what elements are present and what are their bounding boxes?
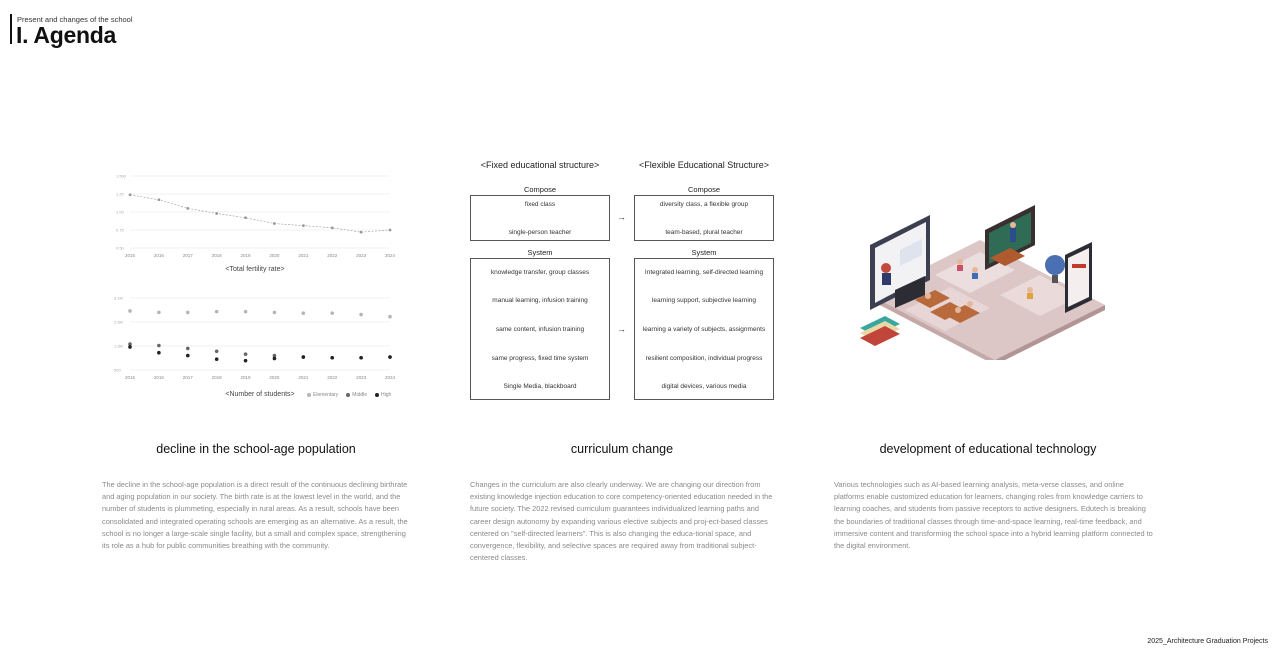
system-arrow: → xyxy=(617,324,626,334)
fixed-compose-label: Compose xyxy=(523,185,557,194)
students-point xyxy=(244,310,248,314)
footer-label: 2025_Architecture Graduation Projects xyxy=(1147,638,1268,645)
flexible-structure-title: <Flexible Educational Structure> xyxy=(638,160,770,170)
students-point xyxy=(302,311,306,315)
flexible-system-item: resilient composition, individual progress xyxy=(645,355,763,362)
x-tick-label: 2019 xyxy=(240,375,251,380)
column-text-population: The decline in the school-age population is a direct result of the continuous declining birthrate and aging population in our society. The birth rate is at the lowest level in the world, and the number of students is plummeting, especially in rural areas. As a result, schools have been consolidated and integrated operating schools are emerging as an alternative. As a result, the school is no longer a large-scale single facility, but a small and complex space, strengthening its role as a hub for public communities breathing with the community. xyxy=(102,480,408,551)
legend-item-high: High xyxy=(375,392,391,398)
flexible-compose-item: team-based, plural teacher xyxy=(665,229,743,236)
students-point xyxy=(330,356,334,360)
legend-item-middle: Middle xyxy=(346,392,367,398)
data-point xyxy=(331,226,334,229)
students-point xyxy=(244,359,248,363)
globe xyxy=(1045,255,1065,275)
y-tick-label: 500 xyxy=(114,367,121,373)
students-point xyxy=(186,354,190,358)
x-tick-label: 2018 xyxy=(211,375,222,380)
data-point xyxy=(186,207,189,210)
fixed-compose-item: fixed class xyxy=(524,201,556,208)
x-tick-label: 2020 xyxy=(269,253,280,258)
flexible-system-label: System xyxy=(691,248,717,257)
students-point xyxy=(273,357,277,361)
fixed-system-box xyxy=(470,258,610,400)
students-point xyxy=(359,356,363,360)
flexible-system-box xyxy=(634,258,774,400)
x-tick-label: 2021 xyxy=(298,375,309,380)
data-point xyxy=(157,198,160,201)
students-point xyxy=(186,347,190,351)
x-tick-label: 2016 xyxy=(153,375,164,380)
fixed-system-item: Single Media, blackboard xyxy=(503,383,577,390)
fixed-system-item: same progress, fixed time system xyxy=(491,355,589,362)
data-point xyxy=(360,231,363,234)
x-tick-label: 2021 xyxy=(298,253,309,258)
students-point xyxy=(330,311,334,315)
students-point xyxy=(128,309,132,313)
x-tick-label: 2018 xyxy=(211,253,222,258)
fixed-structure-title: <Fixed educational structure> xyxy=(480,160,600,170)
y-tick-label: 0.50 xyxy=(116,245,124,251)
legend-item-elementary: Elementary xyxy=(307,392,338,398)
flexible-compose-label: Compose xyxy=(687,185,721,194)
x-tick-label: 2022 xyxy=(327,253,338,258)
isometric-smart-classroom-illustration xyxy=(850,200,1110,360)
students-point xyxy=(359,313,363,317)
students-chart-caption: <Number of students> xyxy=(225,391,295,398)
data-point xyxy=(129,193,132,196)
data-point xyxy=(273,222,276,225)
data-point xyxy=(389,229,392,232)
column-title-population: decline in the school-age population xyxy=(156,442,356,456)
students-point xyxy=(157,344,161,348)
fertility-chart-caption: <Total fertility rate> xyxy=(225,266,285,273)
compose-arrow: → xyxy=(617,212,626,222)
students-point xyxy=(244,352,248,356)
students-point xyxy=(215,349,219,353)
fertility-rate-chart xyxy=(110,170,400,260)
fertility-series-line xyxy=(130,195,390,232)
y-tick-label: 1.25 xyxy=(116,191,124,197)
y-tick-label: 3.1M xyxy=(114,295,123,301)
flexible-system-item: learning support, subjective learning xyxy=(651,297,757,304)
fixed-compose-box xyxy=(470,195,610,241)
x-tick-label: 2017 xyxy=(182,253,193,258)
students-chart xyxy=(110,292,400,382)
y-tick-label: 1.00 xyxy=(116,209,124,215)
page-title: I. Agenda xyxy=(16,22,116,48)
students-point xyxy=(302,355,306,359)
header-accent-bar xyxy=(10,14,12,44)
fixed-system-label: System xyxy=(527,248,553,257)
y-tick-label: 1.500 xyxy=(116,173,127,179)
flexible-system-item: learning a variety of subjects, assignments xyxy=(642,326,766,333)
x-tick-label: 2015 xyxy=(124,253,136,258)
x-tick-label: 2020 xyxy=(269,375,280,380)
y-tick-label: 2.6M xyxy=(114,319,123,325)
flexible-compose-item: diversity class, a flexible group xyxy=(659,201,749,208)
data-point xyxy=(215,212,218,215)
data-point xyxy=(302,224,305,227)
x-tick-label: 2023 xyxy=(356,253,367,258)
x-tick-label: 2023 xyxy=(356,375,367,380)
students-chart-legend xyxy=(307,392,391,398)
students-point xyxy=(157,351,161,355)
students-point xyxy=(388,315,392,319)
fixed-compose-item: single-person teacher xyxy=(508,229,572,236)
column-title-curriculum: curriculum change xyxy=(570,442,674,456)
students-point xyxy=(215,357,219,361)
students-point xyxy=(215,310,219,314)
fixed-system-item: same content, infusion training xyxy=(495,326,585,333)
x-tick-label: 2024 xyxy=(384,375,396,380)
fixed-system-item: knowledge transfer, group classes xyxy=(490,269,590,276)
x-tick-label: 2017 xyxy=(182,375,193,380)
column-title-edutech: development of educational technology xyxy=(879,442,1097,456)
flexible-system-item: digital devices, various media xyxy=(661,383,747,390)
x-tick-label: 2022 xyxy=(327,375,338,380)
flexible-compose-box xyxy=(634,195,774,241)
fixed-system-item: manual learning, infusion training xyxy=(492,297,588,304)
students-point xyxy=(186,311,190,315)
students-point xyxy=(128,345,132,349)
flexible-system-item: Integrated learning, self-directed learning xyxy=(644,269,764,276)
column-text-curriculum: Changes in the curriculum are also clearly underway. We are changing our direction from existing knowledge injection education to core competency-oriented education needed in the future society. The 2022 revised curriculum guarantees individualized learning paths and career design autonomy by expanding various elective subjects and proj-ect-based classes centered on "self-directed learners". This is also changing the educa-tional space, and convergence, flexibility, and selective spaces are required away from traditional subject-centered classes. xyxy=(470,480,773,563)
students-point xyxy=(157,311,161,315)
x-tick-label: 2015 xyxy=(124,375,136,380)
students-point xyxy=(388,355,392,359)
y-tick-label: 0.75 xyxy=(116,227,124,233)
y-tick-label: 1.3M xyxy=(114,343,123,349)
data-point xyxy=(244,216,247,219)
header-subtitle: Present and changes of the school xyxy=(17,15,133,24)
x-tick-label: 2019 xyxy=(240,253,251,258)
x-tick-label: 2016 xyxy=(153,253,164,258)
students-point xyxy=(273,311,277,315)
x-tick-label: 2024 xyxy=(384,253,396,258)
column-text-edutech: Various technologies such as AI-based learning analysis, meta-verse classes, and online platforms enable customized education for learners, changing roles from knowledge carriers to learning coaches, and students from passive receptors to active designers. Edutech is breaking the boundaries of traditional classes through time-and-space learning, real-time feedback, and immersive content and transforming the school space into a hybrid learning platform connected to the digital environment. xyxy=(834,480,1153,551)
